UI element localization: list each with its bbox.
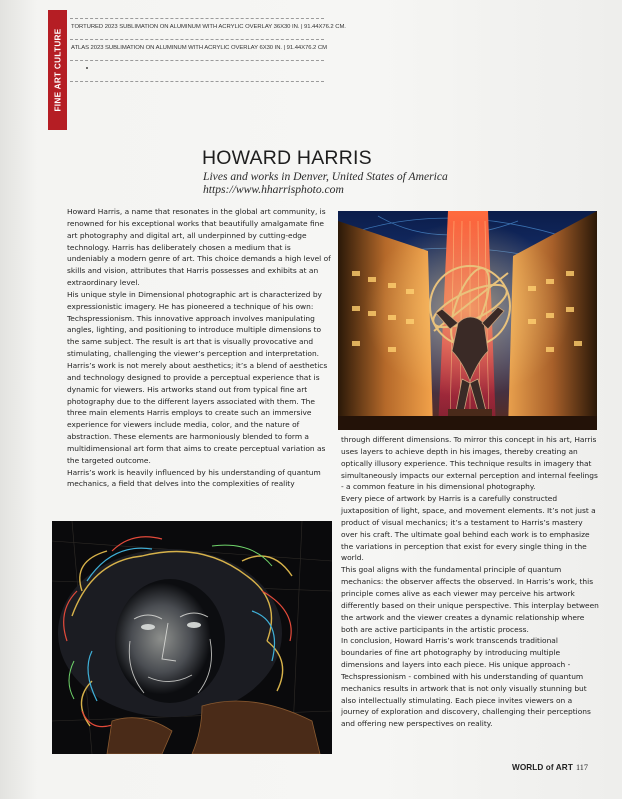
- artist-name: HOWARD HARRIS: [202, 147, 372, 169]
- artist-location: Lives and works in Denver, United States of America: [203, 170, 448, 183]
- artist-website-link[interactable]: https://www.hharrisphoto.com: [203, 183, 344, 196]
- paragraph: His unique style in Dimensional photographic art is characterized by expressionistic imagery. He has pioneered a technique of his own: Techspressionism. This innovative approach involves manipulating angles, lighting, and positioning to introduce multiple dimensions to the same subject. The result is art that is visually provocative and stimulating, challenging the viewer’s perception and interpretation.: [67, 289, 322, 359]
- artwork-captions: [70, 18, 346, 82]
- artwork-atlas: [338, 211, 597, 430]
- caption-tortured: TORTURED 2023 SUBLIMATION ON ALUMINUM WITH ACRYLIC OVERLAY 36X30 IN. | 91.44X76.2 CM.: [71, 24, 346, 30]
- caption-bullet: [86, 67, 88, 69]
- paragraph: Harris’s work is not merely about aesthetics; it’s a blend of aesthetics and technology designed to provide a perceptual experience that is dynamic for viewers. His artworks stand out from typical fine art photography due to the different layers associated with them. The three main elements Harris employs to create such an immersive experience for viewers include media, color, and the nature of abstraction. These elements are harmoniously blended to form a multidimensional art form that aims to create perceptual variation as the targeted outcome.: [67, 360, 328, 465]
- artist-info: [203, 170, 448, 196]
- artwork-tortured: [52, 521, 332, 754]
- page-footer: [512, 763, 588, 772]
- article-left-column: [67, 206, 333, 490]
- magazine-name: WORLD of ART: [512, 763, 573, 772]
- paragraph: This goal aligns with the fundamental principle of quantum mechanics: the observer affects the observed. In Harris’s work, this principle comes alive as each viewer may perceive his artwork differently based on their unique perspective. This interplay between the artwork and the viewer creates a dynamic relationship where both are active participants in the artistic process.: [341, 565, 599, 634]
- page-number: 117: [575, 763, 588, 772]
- paragraph: Howard Harris, a name that resonates in the global art community, is renowned for his exceptional works that beautifully amalgamate fine art photography and digital art, all underpinned by cutting-edge technology. Harris has deliberately chosen a medium that is undeniably a modern genre of art. This choice demands a high level of skills and vision, attributes that Harris possesses and exhibits at an extraordinary level.: [67, 207, 331, 288]
- paragraph: In conclusion, Howard Harris’s work transcends traditional boundaries of fine art photography by introducing multiple dimensions and layers into each piece. His unique approach -Techspressionism - combined with his understanding of quantum mechanics results in artwork that is not only visually stunning but also intellectually stimulating. Each piece invites viewers on a journey of exploration and discovery, challenging their perceptions and offering new perspectives on reality.: [341, 636, 591, 729]
- paragraph: Every piece of artwork by Harris is a carefully constructed juxtaposition of light, space, and movement elements. It’s not just a product of visual mechanics; it’s a testament to Harris’s mastery over his craft. The ultimate goal behind each work is to emphasize the variations in perception that exist for every single thing in the world.: [341, 494, 596, 563]
- caption-divider: [70, 81, 324, 82]
- paragraph: Harris’s work is heavily influenced by his understanding of quantum mechanics, a field that delves into the complexities of reality: [67, 467, 321, 489]
- caption-atlas: ATLAS 2023 SUBLIMATION ON ALUMINUM WITH ACRYLIC OVERLAY 6X30 IN. | 91.44X76.2 CM: [71, 45, 327, 51]
- section-tab-label: FINE ART CULTURE: [53, 28, 62, 112]
- paragraph: through different dimensions. To mirror this concept in his art, Harris uses layers to achieve depth in his images, thereby creating an optically illusory experience. This technique results in imagery that simultaneously impacts our external perception and internal feelings - a common feature in his dimensional photography.: [341, 435, 598, 492]
- caption-empty: [70, 61, 324, 81]
- article-right-column: [341, 434, 601, 730]
- section-tab: [48, 10, 67, 130]
